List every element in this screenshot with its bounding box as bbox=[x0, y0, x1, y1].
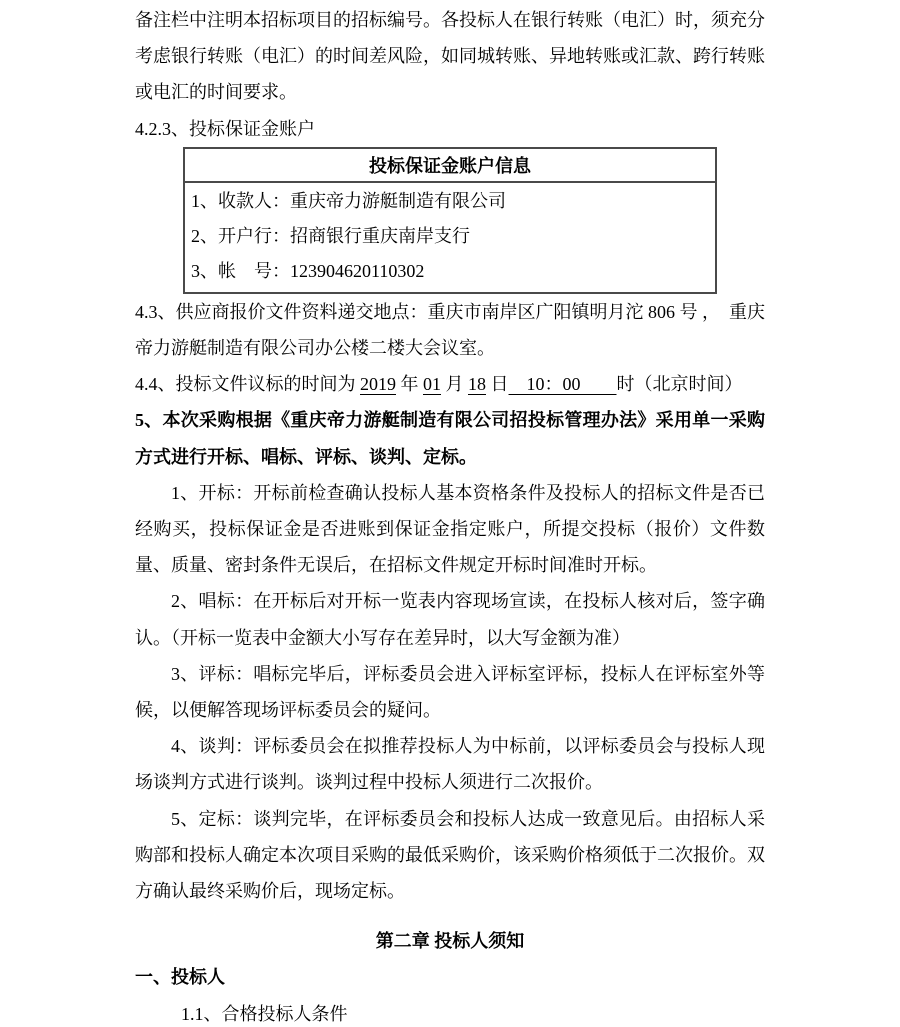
item-2-bid-reading: 2、唱标：在开标后对开标一览表内容现场宣读，在投标人核对后，签字确认。（开标一览表中金额大小写存在差异时，以大写金额为准） bbox=[135, 591, 765, 648]
heading-4-2-3-deposit-account: 4.2.3、投标保证金账户 bbox=[135, 118, 315, 139]
deposit-bank-line: 2、开户行：招商银行重庆南岸支行 bbox=[191, 225, 470, 246]
item-5-award-decision: 5、定标：谈判完毕，在评标委员会和投标人达成一致意见后。由招标人采购部和投标人确定本次项目采购的最低采购价，该采购价格须低于二次报价。双方确认最终采购价后，现场定标。 bbox=[135, 808, 765, 902]
chapter-2-heading: 第二章 投标人须知 bbox=[375, 931, 525, 952]
deposit-payee-line: 1、收款人：重庆帝力游艇制造有限公司 bbox=[191, 190, 506, 211]
deposit-account-table bbox=[183, 147, 717, 294]
paragraph-5-procurement-method: 5、本次采购根据《重庆帝力游艇制造有限公司招投标管理办法》采用单一采购方式进行开标、唱标、评标、谈判、定标。 bbox=[135, 410, 765, 467]
bid-month-value: 01 bbox=[423, 374, 441, 395]
bid-day-label: 日 bbox=[486, 374, 509, 395]
paragraph-4-4-bid-time bbox=[135, 366, 765, 402]
bid-time-prefix: 4.4、投标文件议标的时间为 bbox=[135, 374, 360, 395]
section-1-bidders-heading: 一、投标人 bbox=[135, 967, 225, 988]
item-3-bid-evaluation: 3、评标：唱标完毕后，评标委员会进入评标室评标，投标人在评标室外等候，以便解答现场评标委员会的疑问。 bbox=[135, 663, 765, 721]
paragraph-4-3-submission-address: 4.3、供应商报价文件资料递交地点：重庆市南岸区广阳镇明月沱 806 号 ， 重庆帝力游艇制造有限公司办公楼二楼大会议室。 bbox=[135, 301, 765, 359]
deposit-table-header-row bbox=[184, 148, 716, 182]
item-4-negotiation: 4、谈判：评标委员会在拟推荐投标人为中标前，以评标委员会与投标人现场谈判方式进行谈判。谈判过程中投标人须进行二次报价。 bbox=[135, 736, 765, 793]
bid-time-value: 10：00 bbox=[508, 374, 617, 395]
paragraph-remarks-bank-transfer: 备注栏中注明本招标项目的招标编号。各投标人在银行转账（电汇）时，须充分考虑银行转账（电汇）的时间差风险，如同城转账、异地转账或汇款、跨行转账或电汇的时间要求。 bbox=[135, 10, 765, 103]
deposit-table-body-row bbox=[184, 182, 716, 293]
subsection-1-1-qualified-bidders: 1.1、合格投标人条件 bbox=[181, 1003, 348, 1024]
deposit-table-title: 投标保证金账户信息 bbox=[184, 148, 716, 182]
bid-year-value: 2019 bbox=[360, 374, 396, 395]
item-1-bid-opening: 1、开标：开标前检查确认投标人基本资格条件及投标人的招标文件是否已经购买，投标保证金是否进账到保证金指定账户，所提交投标（报价）文件数量、质量、密封条件无误后，在招标文件规定开标时间准时开标。 bbox=[135, 482, 765, 576]
deposit-table-cell bbox=[184, 182, 716, 293]
deposit-account-number-line: 3、帐 号：123904620110302 bbox=[191, 260, 425, 281]
bid-time-suffix: 时（北京时间） bbox=[616, 374, 743, 395]
bid-month-label: 月 bbox=[441, 374, 468, 395]
bid-day-value: 18 bbox=[468, 374, 486, 395]
bid-year-label: 年 bbox=[396, 374, 423, 395]
